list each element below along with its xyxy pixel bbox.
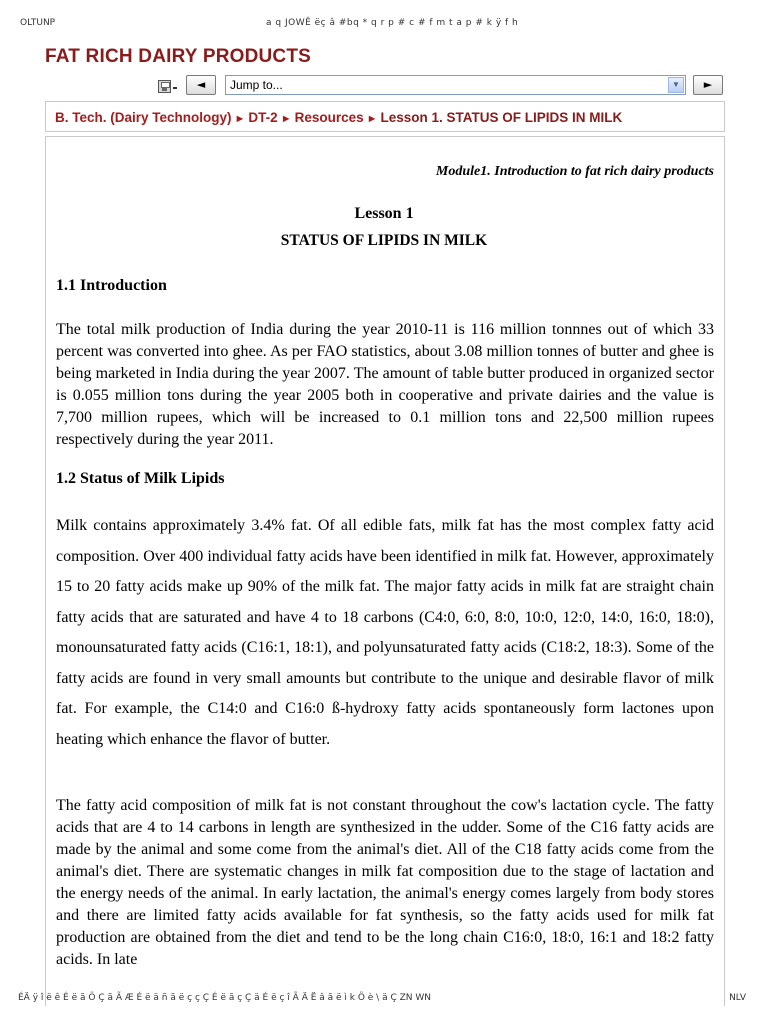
lesson-number: Lesson 1 <box>354 205 414 222</box>
breadcrumb-current: Lesson 1. STATUS OF LIPIDS IN MILK <box>380 110 623 125</box>
paragraph-introduction: The total milk production of India during the year 2010-11 is 116 million tonnnes out of which 33 percent was converted into ghee. As per FAO statistics, about 3.08 million tonnes of butter and ghee is being marketed in India during the year 2007. The amount of table butter produced in organized sector is 0.055 million tons during the year 2005 both in cooperative and private dairies and the value is 7,700 million rupees, which will be increased to 0.1 million tons and 22,500 million rupees respectively during the year 2011. <box>56 321 714 448</box>
paragraph-lactation-cycle: The fatty acid composition of milk fat is not constant throughout the cow's lactation cycle. The fatty acids that are 4 to 14 carbons in length are synthesized in the udder. Some of the C16 fatty acids are made by the animal and some come from the animal's diet. All of the C18 fatty acids come from the animal's diet. There are systematic changes in milk fat composition due to the stage of lactation and the energy needs of the animal. In early lactation, the animal's energy comes largely from body stores and there are limited fatty acids available for fat synthesis, so the fatty acids used for milk fat production are obtained from the diet and tend to be the long chain C16:0, 18:0, 16:1 and 18:2 fatty acids. In late <box>56 797 714 968</box>
save-arrow-icon <box>173 87 177 89</box>
previous-button[interactable]: ◄ <box>186 75 216 95</box>
breadcrumb-item-resources[interactable]: Resources <box>294 110 364 125</box>
breadcrumb-container <box>45 101 725 132</box>
breadcrumb <box>55 110 622 125</box>
next-button[interactable]: ► <box>693 75 723 95</box>
page-footer <box>18 993 746 1007</box>
save-icon[interactable] <box>158 80 171 93</box>
jump-to-value: Jump to... <box>230 78 283 92</box>
breadcrumb-separator-icon: ► <box>234 113 246 125</box>
section-heading-introduction: 1.1 Introduction <box>56 277 167 294</box>
breadcrumb-separator-icon: ► <box>366 113 378 125</box>
top-header-bar <box>20 18 748 32</box>
navigation-row <box>0 75 768 97</box>
header-left-text: OLTUNP <box>20 18 56 28</box>
module-title: Module1. Introduction to fat rich dairy products <box>435 164 714 179</box>
site-title[interactable]: FAT RICH DAIRY PRODUCTS <box>45 46 312 67</box>
header-center-text: a q JOWÊ ëç â #bq * q r p # c # f m t a p # k ÿ f h <box>266 18 519 28</box>
footer-left-text: ÉÄ ÿ î ë ê É ë ã Ö Ç ã Ã Æ É ë ä ñ ã ë ç ç Ç É ë ã ç Ç ä É ë ç î Ã Ä Ë â ã ë ì k Ö è \ ä Ç ZN WN <box>18 993 431 1003</box>
footer-page-indicator: NLV <box>729 993 746 1003</box>
jump-to-select[interactable] <box>225 75 686 95</box>
breadcrumb-item-course[interactable]: B. Tech. (Dairy Technology) <box>55 110 232 125</box>
chevron-down-icon[interactable]: ▼ <box>668 77 684 93</box>
breadcrumb-separator-icon: ► <box>280 113 292 125</box>
paragraph-milk-fat-composition: Milk contains approximately 3.4% fat. Of all edible fats, milk fat has the most complex fatty acid composition. Over 400 individual fatty acids have been identified in milk fat. However, approximately 15 to 20 fatty acids make up 90% of the milk fat. The major fatty acids in milk fat are straight chain fatty acids that are saturated and have 4 to 18 carbons (C4:0, 6:0, 8:0, 10:0, 12:0, 14:0, 16:0, 18:0), monounsaturated fatty acids (C16:1, 18:1), and polyunsaturated fatty acids (C18:2, 18:3). Some of the fatty acids are found in very small amounts but contribute to the unique and desirable flavor of milk fat. For example, the C14:0 and C16:0 ß-hydroxy fatty acids spontaneously form lactones upon heating which enhance the flavor of butter. <box>56 517 714 748</box>
breadcrumb-item-dt2[interactable]: DT-2 <box>248 110 278 125</box>
section-heading-milk-lipids: 1.2 Status of Milk Lipids <box>56 470 225 487</box>
lesson-title: STATUS OF LIPIDS IN MILK <box>280 232 488 249</box>
